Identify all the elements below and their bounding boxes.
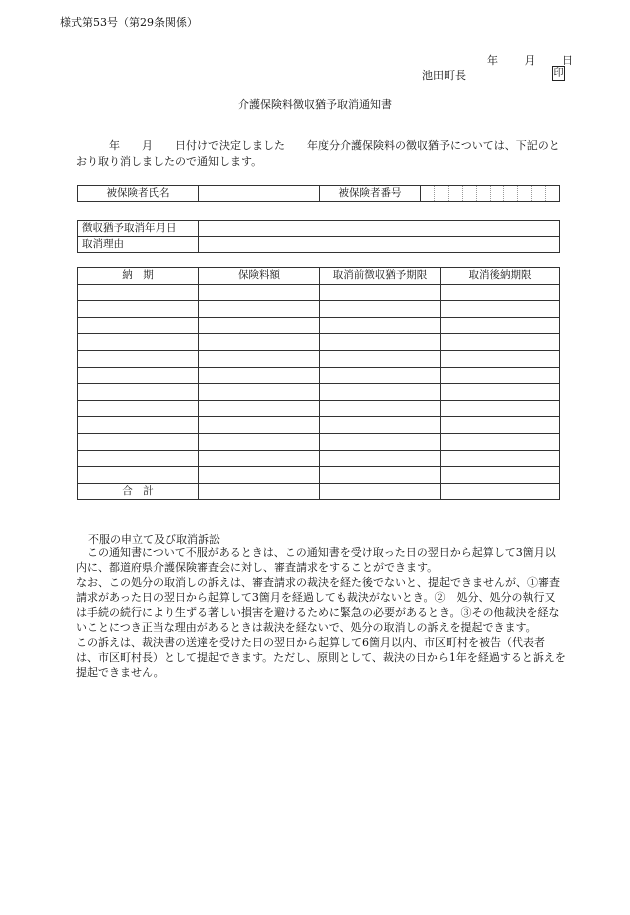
- period-cell[interactable]: [320, 433, 441, 450]
- period-cell[interactable]: [199, 450, 320, 467]
- period-cell[interactable]: [199, 367, 320, 384]
- form-number: 様式第53号（第29条関係）: [60, 16, 198, 29]
- payment-period-table: [77, 267, 560, 500]
- insured-name-label: 被保険者氏名: [78, 186, 199, 202]
- issuer-name: 池田町長: [422, 69, 466, 82]
- period-cell[interactable]: [320, 367, 441, 384]
- period-cell[interactable]: [320, 400, 441, 417]
- total-label: 合 計: [78, 483, 199, 500]
- period-cell[interactable]: [78, 334, 199, 351]
- period-cell[interactable]: [320, 334, 441, 351]
- period-cell[interactable]: [78, 384, 199, 401]
- header-post-cancel-deadline: 取消後納期限: [441, 268, 560, 285]
- period-cell[interactable]: [441, 367, 560, 384]
- period-cell[interactable]: [199, 317, 320, 334]
- period-row: [78, 350, 560, 367]
- appeal-body: [76, 545, 566, 680]
- period-cell[interactable]: [78, 467, 199, 484]
- period-cell[interactable]: [78, 417, 199, 434]
- cancel-reason-label: 取消理由: [78, 237, 199, 253]
- period-row: [78, 433, 560, 450]
- appeal-heading: 不服の申立て及び取消訴訟: [88, 533, 220, 546]
- period-cell[interactable]: [78, 284, 199, 301]
- appeal-paragraph: この通知書について不服があるときは、この通知書を受け取った日の翌日から起算して3箇月以内に、都道府県介護保険審査会に対し、審査請求をすることができます。: [76, 546, 556, 574]
- period-row: [78, 400, 560, 417]
- period-body: [78, 284, 560, 483]
- period-cell[interactable]: [441, 467, 560, 484]
- month-label: 月: [524, 54, 536, 67]
- period-cell[interactable]: [320, 467, 441, 484]
- period-cell[interactable]: [320, 317, 441, 334]
- total-post-deadline-cell[interactable]: [441, 483, 560, 500]
- period-cell[interactable]: [441, 400, 560, 417]
- period-cell[interactable]: [441, 417, 560, 434]
- period-cell[interactable]: [441, 301, 560, 318]
- period-cell[interactable]: [199, 467, 320, 484]
- header-pre-cancel-deadline: 取消前徴収猶予期限: [320, 268, 441, 285]
- insured-number-digit-boxes: [421, 186, 559, 201]
- period-cell[interactable]: [441, 284, 560, 301]
- period-row: [78, 450, 560, 467]
- period-header-row: [78, 268, 560, 285]
- period-row: [78, 317, 560, 334]
- cancel-date-label: 徴収猶予取消年月日: [78, 221, 199, 237]
- cancel-date-field[interactable]: [199, 221, 560, 237]
- header-premium-amount: 保険料額: [199, 268, 320, 285]
- period-cell[interactable]: [199, 350, 320, 367]
- seal-mark: 印: [553, 68, 564, 79]
- period-cell[interactable]: [199, 400, 320, 417]
- period-cell[interactable]: [78, 367, 199, 384]
- cancellation-table: [77, 220, 560, 253]
- period-cell[interactable]: [199, 384, 320, 401]
- period-cell[interactable]: [320, 350, 441, 367]
- intro-text: 年 月 日付けで決定しました 年度分介護保険料の徴収猶予については、下記のとおり取り消しましたので通知します。: [76, 139, 560, 168]
- period-row: [78, 334, 560, 351]
- total-premium-cell[interactable]: [199, 483, 320, 500]
- period-row: [78, 367, 560, 384]
- appeal-paragraph: なお、この処分の取消しの訴えは、審査請求の裁決を経た後でないと、提起できませんが、①審査請求があった日の翌日から起算して3箇月を経過しても裁決がないとき。② 処分、処分の執行又は手続の続行により生ずる著しい損害を避けるために緊急の必要があるとき。③その他裁決を経ないことにつき正当な理由があるときは裁決を経ないで、処分の取消しの訴えを提起できます。: [76, 576, 560, 634]
- cancel-reason-field[interactable]: [199, 237, 560, 253]
- period-cell[interactable]: [441, 433, 560, 450]
- period-cell[interactable]: [199, 417, 320, 434]
- period-cell[interactable]: [78, 301, 199, 318]
- period-cell[interactable]: [199, 301, 320, 318]
- period-row: [78, 417, 560, 434]
- period-cell[interactable]: [320, 450, 441, 467]
- period-cell[interactable]: [78, 400, 199, 417]
- period-cell[interactable]: [320, 284, 441, 301]
- period-row: [78, 384, 560, 401]
- period-cell[interactable]: [78, 433, 199, 450]
- appeal-paragraph: この訴えは、裁決書の送達を受けた日の翌日から起算して6箇月以内、市区町村を被告（代表者は、市区町村長）として提起できます。ただし、原則として、裁決の日から1年を経過すると訴えを提起できません。: [76, 636, 566, 679]
- period-cell[interactable]: [199, 433, 320, 450]
- period-cell[interactable]: [441, 350, 560, 367]
- period-cell[interactable]: [78, 450, 199, 467]
- period-row: [78, 284, 560, 301]
- period-cell[interactable]: [441, 384, 560, 401]
- period-cell[interactable]: [78, 317, 199, 334]
- total-pre-deadline-cell[interactable]: [320, 483, 441, 500]
- day-label: 日: [562, 54, 573, 67]
- insured-name-field[interactable]: [199, 186, 320, 202]
- period-cell[interactable]: [320, 384, 441, 401]
- period-cell[interactable]: [320, 417, 441, 434]
- insured-info-table: [77, 185, 560, 202]
- insured-number-label: 被保険者番号: [320, 186, 421, 202]
- header-due-period: 納 期: [78, 268, 199, 285]
- period-row: [78, 301, 560, 318]
- year-label: 年: [487, 54, 498, 67]
- document-title: 介護保険料徴収猶予取消通知書: [238, 98, 392, 111]
- period-cell[interactable]: [320, 301, 441, 318]
- period-row: [78, 467, 560, 484]
- period-cell[interactable]: [199, 334, 320, 351]
- total-row: [78, 483, 560, 500]
- period-cell[interactable]: [199, 284, 320, 301]
- period-cell[interactable]: [78, 350, 199, 367]
- period-cell[interactable]: [441, 317, 560, 334]
- period-cell[interactable]: [441, 450, 560, 467]
- period-cell[interactable]: [441, 334, 560, 351]
- insured-number-field[interactable]: [421, 186, 560, 202]
